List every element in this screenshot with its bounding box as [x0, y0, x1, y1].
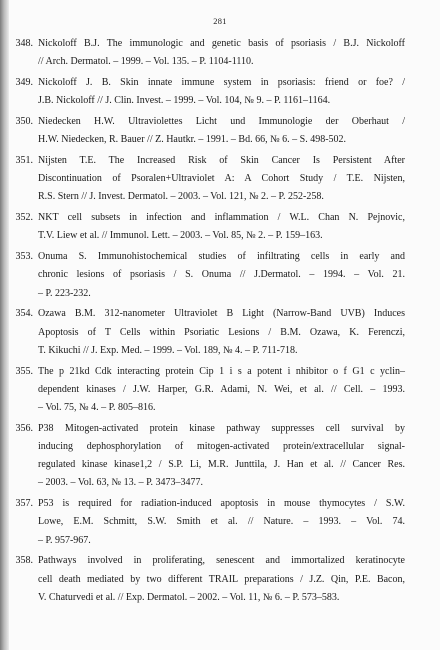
reference-text-line: – P. 223-232. — [38, 287, 91, 299]
reference-entry — [0, 113, 405, 149]
reference-text-line: Onuma S. Immunohistochemical studies of infiltrating cells in early and — [38, 251, 405, 263]
reference-number: 357. — [15, 498, 33, 510]
reference-text-line: T.V. Liew et al. // Immunol. Lett. – 2003. – Vol. 85, № 2. – P. 159–163. — [38, 230, 323, 242]
reference-entry — [0, 35, 405, 71]
reference-entry — [0, 209, 405, 245]
reference-text-line: Nijsten T.E. The Increased Risk of Skin Cancer Is Persistent After — [38, 155, 405, 166]
reference-text-line: Niedecken H.W. Ultraviolettes Licht und Immunologie der Oberhaut / — [38, 116, 405, 127]
reference-number: 358. — [15, 555, 33, 567]
reference-entry — [0, 74, 405, 110]
reference-text-line: – 2003. – Vol. 63, № 13. – P. 3473–3477. — [38, 477, 204, 489]
reference-number: 350. — [15, 116, 33, 127]
reference-entry — [0, 495, 405, 550]
reference-entry — [0, 363, 405, 418]
reference-text-line: chronic lesions of psoriasis / S. Onuma // J.Dermatol. – 1994. – Vol. 21. — [38, 269, 405, 281]
page-number: 281 — [213, 17, 227, 26]
reference-text-line: Nickoloff J. B. Skin innate immune system in psoriasis: friend or foe? / — [38, 77, 405, 88]
reference-number: 353. — [15, 251, 33, 263]
reference-text-line: Pathways involved in proliferating, senescent and immortalized keratinocyte — [38, 555, 405, 567]
reference-text-line: V. Chaturvedi et al. // Exp. Dermatol. – 2002. – Vol. 11, № 6. – P. 573–583. — [38, 591, 340, 603]
reference-entry — [0, 420, 405, 493]
reference-text-line: Nickoloff B.J. The immunologic and genetic basis of psoriasis / B.J. Nickoloff — [38, 38, 405, 49]
reference-number: 354. — [15, 308, 33, 320]
reference-text-line: regulated kinase kinase1,2 / S.P. Li, M.R. Junttila, J. Han et al. // Cancer Res. — [38, 459, 405, 471]
reference-number: 348. — [15, 38, 33, 49]
reference-text-line: P53 is required for radiation-induced apoptosis in mouse thymocytes / S.W. — [38, 498, 405, 510]
reference-list — [0, 35, 440, 610]
reference-number: 349. — [15, 77, 33, 88]
reference-text-line: P38 Mitogen-activated protein kinase pathway suppresses cell survival by — [38, 422, 405, 434]
reference-number: 351. — [15, 155, 33, 166]
reference-text-line: // Arch. Dermatol. – 1999. – Vol. 135. – P. 1104-1110. — [38, 56, 254, 68]
reference-text-line: – P. 957-967. — [38, 534, 91, 546]
reference-entry — [0, 305, 405, 360]
reference-text-line: Lowe, E.M. Schmitt, S.W. Smith et al. // Nature. – 1993. – Vol. 74. — [38, 516, 405, 528]
reference-text-line: Apoptosis of T Cells within Psoriatic Lesions / B.M. Ozawa, K. Ferenczi, — [38, 326, 405, 338]
reference-text-line: J.B. Nickoloff // J. Clin. Invest. – 1999. – Vol. 104, № 9. – P. 1161–1164. — [38, 95, 331, 107]
reference-text-line: Ozawa B.M. 312-nanometer Ultraviolet B Light (Narrow-Band UVB) Induces — [38, 308, 405, 320]
reference-entry — [0, 248, 405, 303]
reference-text-line: H.W. Niedecken, R. Bauer // Z. Hautkr. – 1991. – Bd. 66, № 6. – S. 498-502. — [38, 134, 347, 146]
reference-entry — [0, 552, 405, 607]
reference-number: 356. — [15, 422, 33, 434]
reference-text-line: inducing dephosphorylation of mitogen-activated protein/extracellular signal- — [38, 441, 405, 453]
reference-text-line: – Vol. 75, № 4. – P. 805–816. — [38, 402, 156, 414]
reference-text-line: dependent kinases / J.W. Harper, G.R. Adami, N. Wei, et al. // Cell. – 1993. — [38, 383, 405, 395]
reference-text-line: cell death mediated by two different TRAIL preparations / J.Z. Qin, P.E. Bacon, — [38, 573, 405, 585]
reference-text-line: The p 21kd Cdk interacting protein Cip 1 i s a potent i nhibitor o f G1 c yclin– — [38, 365, 405, 377]
reference-number: 352. — [15, 212, 33, 224]
reference-number: 355. — [15, 365, 33, 377]
reference-text-line: T. Kikuchi // J. Exp. Med. – 1999. – Vol. 189, № 4. – P. 711-718. — [38, 344, 298, 356]
reference-text-line: Discontinuation of Psoralen+Ultraviolet A: A Cohort Study / T.E. Nijsten, — [38, 173, 405, 185]
reference-text-line: R.S. Stern // J. Invest. Dermatol. – 2003. – Vol. 121, № 2. – P. 252-258. — [38, 191, 324, 203]
reference-text-line: NKT cell subsets in infection and inflammation / W.L. Chan N. Pejnovic, — [38, 212, 405, 224]
reference-entry — [0, 152, 405, 207]
